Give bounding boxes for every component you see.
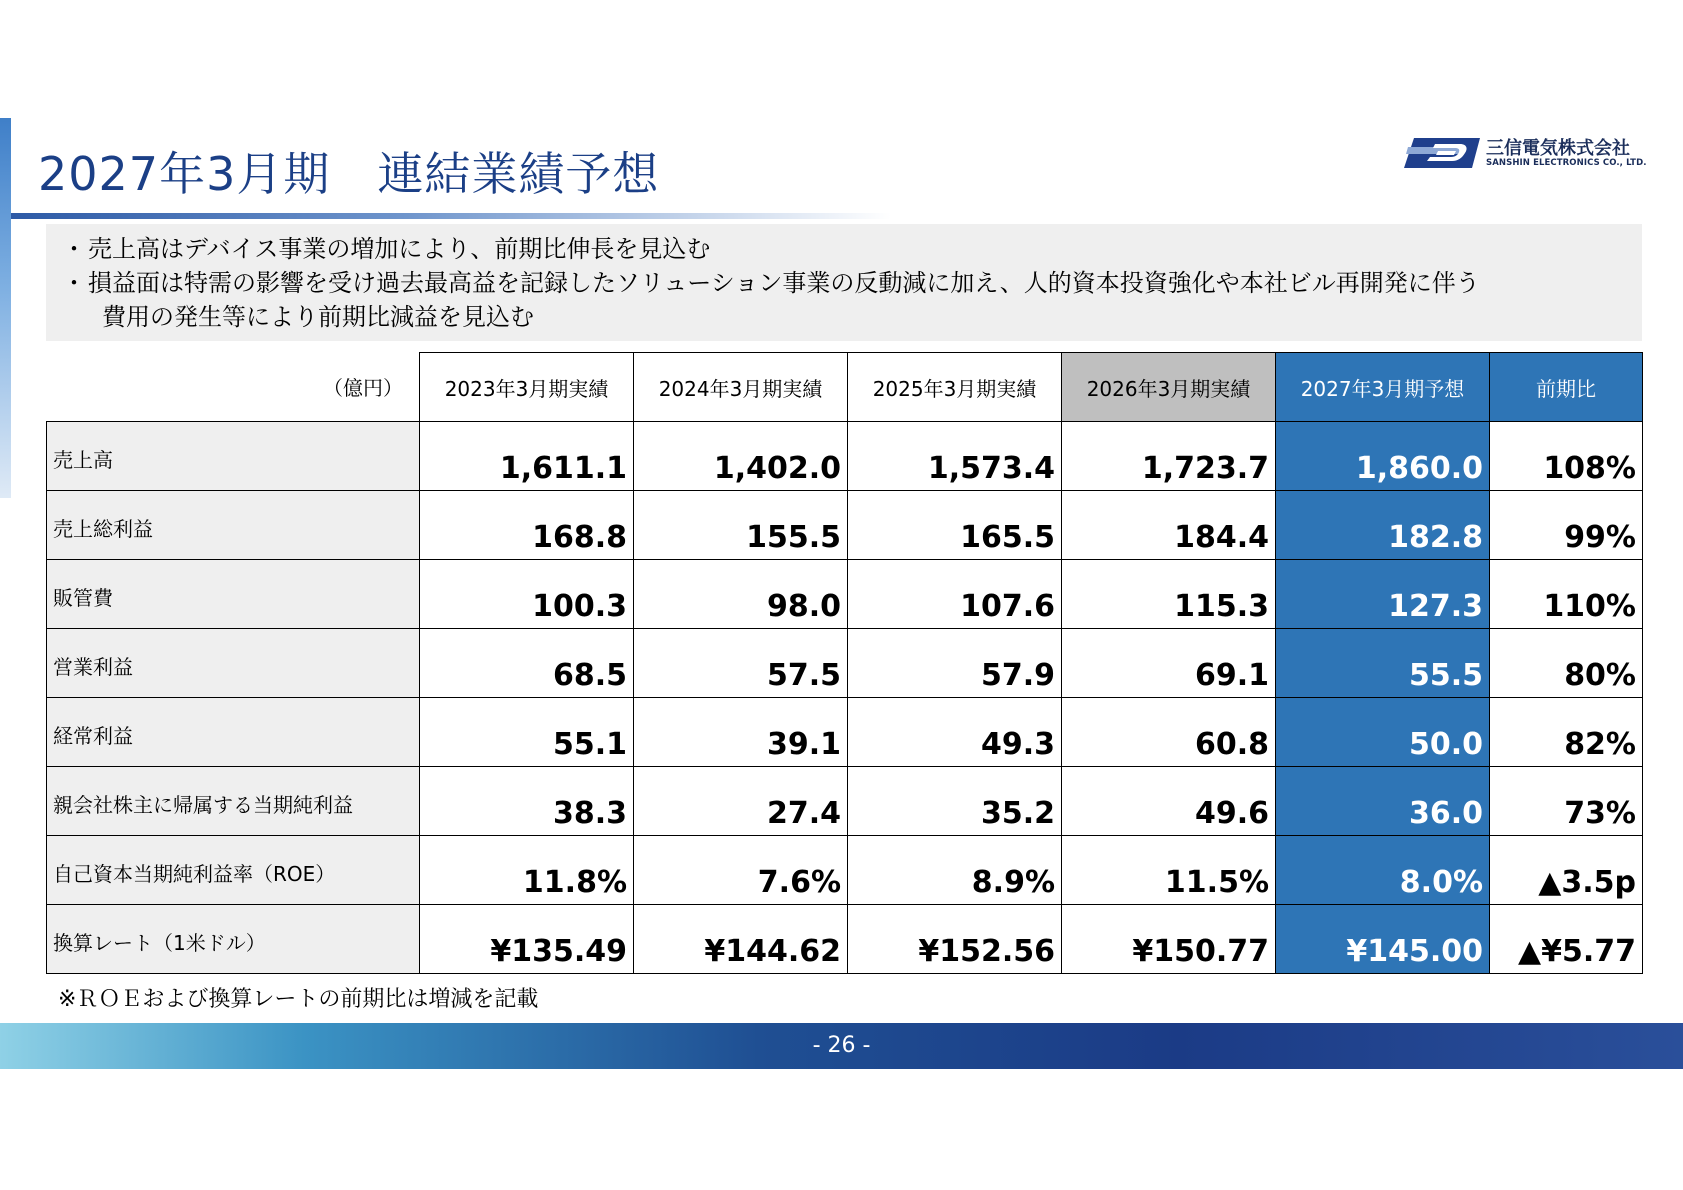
table-cell: 1,723.7 — [1062, 422, 1276, 491]
forecast-cell: 50.0 — [1276, 698, 1490, 767]
table-row — [47, 698, 1643, 767]
forecast-cell: 1,860.0 — [1276, 422, 1490, 491]
table-cell: 165.5 — [848, 491, 1062, 560]
table-cell: 115.3 — [1062, 560, 1276, 629]
left-accent-bar — [0, 118, 11, 498]
bullet-continuation: 費用の発生等により前期比減益を見込む — [102, 303, 534, 331]
yoy-cell: ▲3.5p — [1490, 836, 1643, 905]
table-cell: 1,402.0 — [634, 422, 848, 491]
table-row — [47, 560, 1643, 629]
row-label: 販管費 — [47, 560, 420, 629]
company-name-jp: 三信電気株式会社 — [1486, 138, 1630, 159]
table-cell: 57.9 — [848, 629, 1062, 698]
company-name-en: SANSHIN ELECTRONICS CO., LTD. — [1486, 158, 1647, 168]
table-header-row — [47, 353, 1643, 422]
sanshin-logo-icon — [1402, 137, 1482, 169]
yoy-cell: 73% — [1490, 767, 1643, 836]
table-cell: 69.1 — [1062, 629, 1276, 698]
row-label: 売上総利益 — [47, 491, 420, 560]
table-cell: 49.6 — [1062, 767, 1276, 836]
table-cell: ¥150.77 — [1062, 905, 1276, 974]
table-cell: 11.5% — [1062, 836, 1276, 905]
table-cell: 39.1 — [634, 698, 848, 767]
row-label: 営業利益 — [47, 629, 420, 698]
forecast-cell: 36.0 — [1276, 767, 1490, 836]
bullet-text: 売上高はデバイス事業の増加により、前期比伸長を見込む — [88, 235, 711, 263]
forecast-cell: 127.3 — [1276, 560, 1490, 629]
table-cell: 55.1 — [420, 698, 634, 767]
summary-bullet — [60, 266, 1642, 300]
yoy-cell: 80% — [1490, 629, 1643, 698]
yoy-cell: 82% — [1490, 698, 1643, 767]
column-header: 2023年3月期実績 — [420, 353, 634, 422]
forecast-cell: 182.8 — [1276, 491, 1490, 560]
forecast-cell: ¥145.00 — [1276, 905, 1490, 974]
table-cell: 168.8 — [420, 491, 634, 560]
table-row — [47, 767, 1643, 836]
table-cell: 100.3 — [420, 560, 634, 629]
table-cell: 98.0 — [634, 560, 848, 629]
forecast-cell: 55.5 — [1276, 629, 1490, 698]
column-header: 2026年3月期実績 — [1062, 353, 1276, 422]
yoy-cell: 99% — [1490, 491, 1643, 560]
page-title: 2027年3月期 連結業績予想 — [38, 147, 660, 201]
table-cell: 11.8% — [420, 836, 634, 905]
table-row — [47, 629, 1643, 698]
table-cell: 155.5 — [634, 491, 848, 560]
table-cell: 35.2 — [848, 767, 1062, 836]
table-cell: 38.3 — [420, 767, 634, 836]
table-cell: 57.5 — [634, 629, 848, 698]
table-cell: 8.9% — [848, 836, 1062, 905]
table-row — [47, 905, 1643, 974]
table-cell: ¥135.49 — [420, 905, 634, 974]
bullet-mark: ・ — [62, 269, 86, 297]
table-cell: ¥144.62 — [634, 905, 848, 974]
table-cell: 184.4 — [1062, 491, 1276, 560]
row-label: 換算レート（1米ドル） — [47, 905, 420, 974]
yoy-cell: 110% — [1490, 560, 1643, 629]
title-underline — [11, 213, 891, 219]
column-header: 2027年3月期予想 — [1276, 353, 1490, 422]
forecast-cell: 8.0% — [1276, 836, 1490, 905]
column-header: 2025年3月期実績 — [848, 353, 1062, 422]
column-header: 前期比 — [1490, 353, 1643, 422]
table-row — [47, 836, 1643, 905]
company-logo — [1402, 134, 1647, 172]
row-label: 親会社株主に帰属する当期純利益 — [47, 767, 420, 836]
summary-bullet — [60, 232, 1642, 266]
table-cell: 68.5 — [420, 629, 634, 698]
table-cell: 49.3 — [848, 698, 1062, 767]
yoy-cell: ▲¥5.77 — [1490, 905, 1643, 974]
unit-label: （億円） — [323, 376, 403, 401]
table-cell: 60.8 — [1062, 698, 1276, 767]
table-cell: 107.6 — [848, 560, 1062, 629]
bullet-mark: ・ — [62, 235, 86, 263]
table-footnote: ※ＲＯＥおよび換算レートの前期比は増減を記載 — [58, 987, 539, 1012]
table-cell: 1,573.4 — [848, 422, 1062, 491]
row-label: 経常利益 — [47, 698, 420, 767]
table-row — [47, 491, 1643, 560]
table-cell: 1,611.1 — [420, 422, 634, 491]
table-cell: ¥152.56 — [848, 905, 1062, 974]
row-label: 自己資本当期純利益率（ROE） — [47, 836, 420, 905]
yoy-cell: 108% — [1490, 422, 1643, 491]
table-cell: 27.4 — [634, 767, 848, 836]
page-number: - 26 - — [812, 1033, 871, 1058]
financial-forecast-table — [46, 352, 1643, 974]
column-header: 2024年3月期実績 — [634, 353, 848, 422]
table-row — [47, 422, 1643, 491]
summary-box — [46, 224, 1642, 341]
bullet-text: 損益面は特需の影響を受け過去最高益を記録したソリューション事業の反動減に加え、人的資本投資強化や本社ビル再開発に伴う — [88, 269, 1480, 297]
table-cell: 7.6% — [634, 836, 848, 905]
row-label: 売上高 — [47, 422, 420, 491]
